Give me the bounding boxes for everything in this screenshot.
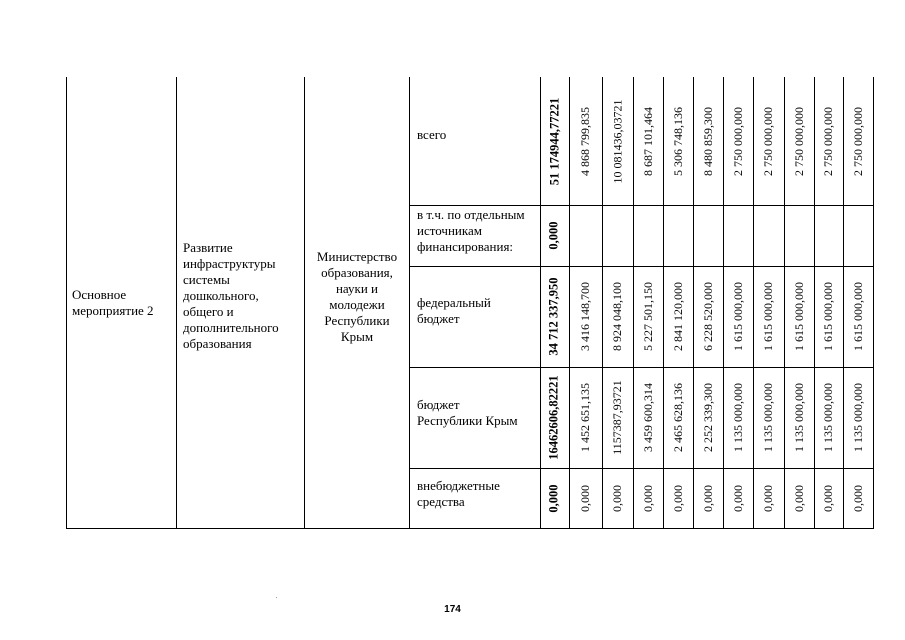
grid-vline — [569, 77, 570, 529]
value-cell — [788, 77, 810, 205]
year-value: 0,000 — [610, 484, 624, 512]
year-value: 1 615 000,000 — [850, 282, 865, 351]
value-cell — [758, 468, 780, 528]
value-cell — [575, 468, 597, 528]
value-cell — [818, 367, 840, 468]
row-label-line: бюджет — [417, 397, 460, 412]
row-label — [417, 478, 537, 510]
grid-vline — [723, 77, 724, 529]
year-value: 2 841 120,000 — [670, 282, 685, 351]
year-value: 0,000 — [821, 484, 835, 512]
value-cell — [544, 468, 566, 528]
total-value: 0,000 — [547, 221, 561, 250]
value-cell — [637, 266, 659, 367]
total-value: 16462606,82221 — [547, 375, 561, 460]
activity-description-line: дополнительного — [183, 320, 279, 335]
grid-vline — [843, 77, 844, 529]
activity-description-line: Развитие — [183, 240, 233, 255]
year-value: 1 135 000,000 — [791, 383, 806, 452]
year-value: 0,000 — [640, 484, 655, 512]
executor-line: Республики — [324, 313, 390, 328]
total-value: 34 712 337,950 — [547, 277, 561, 356]
value-cell — [667, 367, 689, 468]
value-cell — [667, 266, 689, 367]
value-cell — [575, 367, 597, 468]
year-value: 6 228 520,000 — [700, 282, 715, 351]
value-cell — [758, 367, 780, 468]
value-cell — [667, 468, 689, 528]
value-cell — [697, 468, 719, 528]
row-label-line: источникам — [417, 223, 482, 238]
grid-vline — [176, 77, 177, 529]
year-value: 1 135 000,000 — [761, 383, 775, 452]
year-value: 0,000 — [791, 484, 806, 512]
year-value: 0,000 — [670, 484, 685, 512]
value-cell — [637, 367, 659, 468]
year-value: 0,000 — [850, 484, 865, 512]
value-cell — [607, 77, 629, 205]
value-cell — [758, 266, 780, 367]
year-value: 0,000 — [578, 484, 592, 512]
activity-description-line: системы — [183, 272, 230, 287]
executor-line: Министерство — [316, 249, 398, 264]
total-value: 51 174944,77221 — [547, 97, 561, 185]
value-cell — [575, 77, 597, 205]
value-cell — [727, 77, 749, 205]
value-cell — [697, 266, 719, 367]
row-label — [417, 397, 537, 429]
value-cell — [667, 77, 689, 205]
year-value: 1 615 000,000 — [821, 282, 835, 351]
value-cell — [847, 367, 869, 468]
year-value: 4 868 799,835 — [578, 106, 592, 176]
year-value: 2 252 339,300 — [700, 383, 715, 452]
value-cell — [607, 266, 629, 367]
year-value: 8 924 048,100 — [610, 282, 624, 351]
grid-vline — [540, 77, 541, 529]
year-value: 2 750 000,000 — [791, 106, 806, 176]
year-value: 2 750 000,000 — [821, 106, 835, 176]
year-value: 2 465 628,136 — [670, 383, 685, 452]
year-value: 2 750 000,000 — [761, 106, 775, 176]
row-label-line: внебюджетные — [417, 478, 500, 493]
value-cell — [575, 266, 597, 367]
grid-vline — [753, 77, 754, 529]
grid-vline — [873, 77, 874, 529]
grid-vline — [814, 77, 815, 529]
activity-description — [183, 240, 301, 352]
year-value: 3 459 600,314 — [640, 383, 655, 452]
row-label-line: всего — [417, 127, 447, 142]
value-cell — [847, 266, 869, 367]
activity-description-line: инфраструктуры — [183, 256, 276, 271]
executor-line: образования, — [321, 265, 393, 280]
value-cell — [788, 468, 810, 528]
row-label — [417, 295, 537, 327]
scan-speck — [276, 597, 277, 598]
year-value: 0,000 — [761, 484, 775, 512]
row-label-line: финансирования: — [417, 239, 514, 254]
grid-vline — [304, 77, 305, 529]
row-label-line: федеральный — [417, 295, 491, 310]
value-cell — [607, 367, 629, 468]
row-label — [417, 207, 537, 255]
year-value: 8 687 101,464 — [640, 106, 655, 176]
value-cell — [847, 468, 869, 528]
year-value: 1 615 000,000 — [730, 282, 745, 351]
year-value: 0,000 — [730, 484, 745, 512]
grid-vline — [633, 77, 634, 529]
year-value: 10 081436,03721 — [610, 99, 624, 183]
year-value: 1 135 000,000 — [850, 383, 865, 452]
executor-line: науки и — [335, 281, 379, 296]
year-value: 1 452 651,135 — [578, 383, 592, 452]
year-value: 2 750 000,000 — [850, 106, 865, 176]
value-cell — [727, 468, 749, 528]
value-cell — [637, 77, 659, 205]
executor-line: Крым — [340, 329, 374, 344]
value-cell — [544, 77, 566, 205]
grid-bottom-line — [66, 528, 874, 529]
value-cell — [637, 468, 659, 528]
grid-vline — [409, 77, 410, 529]
activity-name: Основное мероприятие 2 — [72, 287, 154, 318]
grid-vline — [66, 77, 67, 529]
year-value: 5 227 501,150 — [640, 282, 655, 351]
total-value: 0,000 — [547, 483, 561, 513]
year-value: 1 135 000,000 — [730, 383, 745, 452]
value-cell — [727, 367, 749, 468]
grid-vline — [784, 77, 785, 529]
value-cell — [758, 77, 780, 205]
value-cell — [727, 266, 749, 367]
executor-line: молодежи — [329, 297, 385, 312]
grid-vline — [663, 77, 664, 529]
page-number: 174 — [444, 604, 461, 615]
year-value: 1 615 000,000 — [791, 282, 806, 351]
value-cell — [544, 367, 566, 468]
value-cell — [818, 468, 840, 528]
value-cell — [697, 367, 719, 468]
grid-row-line — [409, 205, 874, 206]
year-value: 1 135 000,000 — [821, 383, 835, 452]
activity-description-line: дошкольного, — [183, 288, 259, 303]
row-label-line: в т.ч. по отдельным — [417, 207, 525, 222]
value-cell — [544, 205, 566, 266]
value-cell — [818, 77, 840, 205]
year-value: 0,000 — [700, 484, 715, 512]
year-value: 2 750 000,000 — [730, 106, 745, 176]
value-cell — [818, 266, 840, 367]
row-label-line: Республики Крым — [417, 413, 518, 428]
row-label — [417, 127, 537, 143]
value-cell — [607, 468, 629, 528]
year-value: 1 615 000,000 — [761, 282, 775, 351]
value-cell — [788, 367, 810, 468]
value-cell — [697, 77, 719, 205]
row-label-line: средства — [417, 494, 465, 509]
activity-description-line: образования — [183, 336, 252, 351]
year-value: 3 416 148,700 — [578, 282, 592, 351]
value-cell — [847, 77, 869, 205]
value-cell — [788, 266, 810, 367]
row-label-line: бюджет — [417, 311, 460, 326]
year-value: 1157387,93721 — [610, 380, 624, 455]
executor — [306, 249, 408, 345]
activity-description-line: общего и — [183, 304, 234, 319]
grid-vline — [693, 77, 694, 529]
year-value: 8 480 859,300 — [700, 106, 715, 176]
year-value: 5 306 748,136 — [670, 106, 685, 176]
value-cell — [544, 266, 566, 367]
grid-vline — [602, 77, 603, 529]
